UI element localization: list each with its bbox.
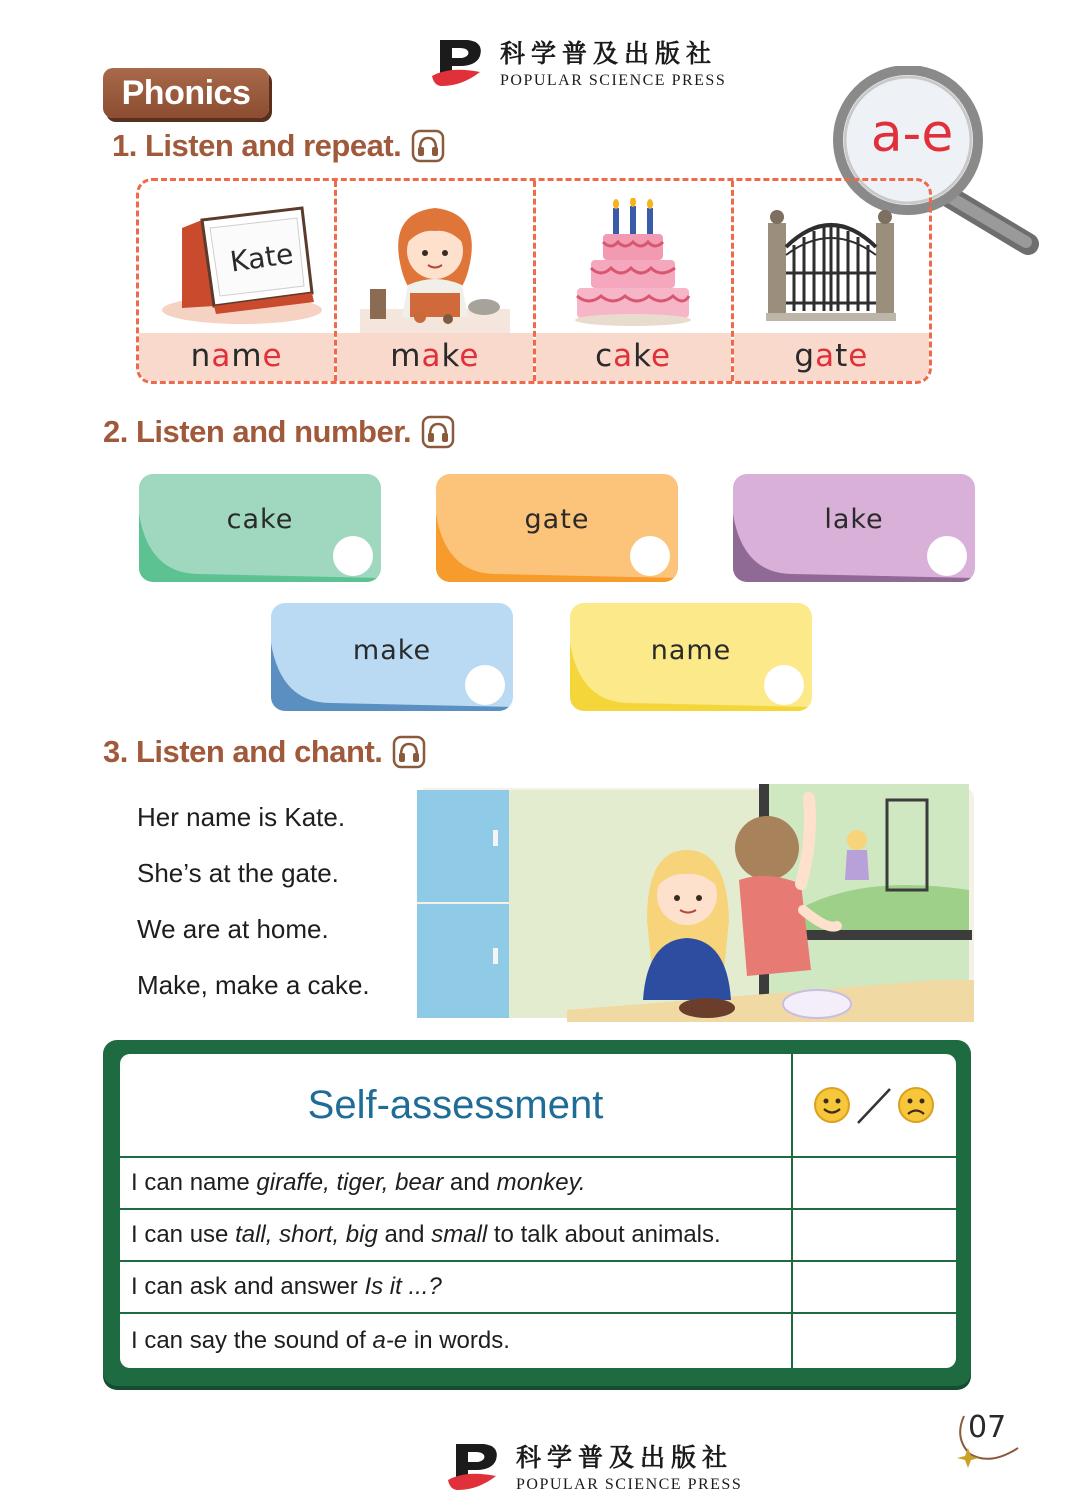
- word-name: name: [139, 333, 334, 381]
- number-circle[interactable]: [465, 665, 505, 705]
- section-2-title: [103, 414, 455, 450]
- self-assessment-row: [120, 1210, 956, 1262]
- magnifier-letters: a-e: [870, 104, 954, 164]
- self-assessment-header: [120, 1054, 956, 1158]
- section-2-title-text: 2. Listen and number.: [103, 414, 412, 449]
- self-assessment-title: Self-assessment: [120, 1054, 793, 1156]
- card-label: make: [352, 635, 432, 666]
- publisher-logo-icon: [446, 1440, 504, 1492]
- chant-line: Make, make a cake.: [137, 970, 370, 1000]
- publisher-name-en: POPULAR SCIENCE PRESS: [500, 72, 727, 89]
- card-lake[interactable]: [733, 474, 975, 582]
- card-name[interactable]: [570, 603, 812, 711]
- self-assessment-statement: I can name giraffe, tiger, bear and monkey.: [120, 1158, 793, 1208]
- chant-text: [137, 800, 370, 1024]
- self-assessment-rating-cell[interactable]: [793, 1262, 956, 1312]
- headphones-icon[interactable]: [421, 415, 455, 449]
- publisher-name-cn: 科学普及出版社: [516, 1443, 734, 1472]
- girl-making-picture: [337, 189, 532, 337]
- card-cake[interactable]: [139, 474, 381, 582]
- publisher-logo-bottom: [446, 1438, 742, 1494]
- repeat-cell-gate[interactable]: [734, 181, 929, 381]
- publisher-name-en: POPULAR SCIENCE PRESS: [516, 1476, 743, 1493]
- repeat-cell-make[interactable]: [337, 181, 535, 381]
- chant-line: We are at home.: [137, 914, 329, 944]
- section-3-title-text: 3. Listen and chant.: [103, 734, 383, 769]
- iron-gate-picture: [734, 189, 929, 337]
- headphones-icon[interactable]: [392, 735, 426, 769]
- self-assessment-rating-cell[interactable]: [793, 1314, 956, 1368]
- self-assessment-statement: I can ask and answer Is it ...?: [120, 1262, 793, 1312]
- self-assessment-row: [120, 1158, 956, 1210]
- headphones-icon[interactable]: [411, 129, 445, 163]
- name-card-picture: [139, 189, 334, 337]
- phonics-badge: Phonics: [103, 68, 269, 118]
- chant-line: She’s at the gate.: [137, 858, 339, 888]
- happy-sad-faces-icon: [810, 1083, 940, 1127]
- publisher-logo-icon: [430, 36, 488, 88]
- number-circle[interactable]: [764, 665, 804, 705]
- self-assessment-statement: I can use tall, short, big and small to talk about animals.: [120, 1210, 793, 1260]
- card-gate[interactable]: [436, 474, 678, 582]
- card-label: gate: [524, 504, 590, 535]
- self-assessment-table: [120, 1054, 956, 1368]
- word-cake: cake: [536, 333, 731, 381]
- self-assessment-rating-cell[interactable]: [793, 1210, 956, 1260]
- number-circle[interactable]: [630, 536, 670, 576]
- card-label: lake: [824, 504, 884, 535]
- repeat-cell-cake[interactable]: [536, 181, 734, 381]
- name-card-text: Kate: [227, 237, 295, 279]
- number-circle[interactable]: [333, 536, 373, 576]
- self-assessment-rating-cell[interactable]: [793, 1158, 956, 1208]
- section-1-title: [112, 128, 445, 164]
- card-label: name: [650, 635, 732, 666]
- publisher-name-cn: 科学普及出版社: [500, 39, 718, 68]
- card-label: cake: [226, 504, 294, 535]
- page-number-text: 07: [968, 1410, 1007, 1445]
- kitchen-scene-picture: [417, 780, 974, 1022]
- number-circle[interactable]: [927, 536, 967, 576]
- word-gate: gate: [734, 333, 929, 381]
- page-number: [950, 1408, 1024, 1468]
- self-assessment-row: [120, 1262, 956, 1314]
- section-3-title: [103, 734, 426, 770]
- card-make[interactable]: [271, 603, 513, 711]
- self-assessment-row: [120, 1314, 956, 1368]
- word-make: make: [337, 333, 532, 381]
- listen-repeat-grid: [136, 178, 932, 384]
- publisher-logo-top: [430, 34, 726, 90]
- repeat-cell-name[interactable]: [139, 181, 337, 381]
- rating-header: [793, 1054, 956, 1156]
- self-assessment-statement: I can say the sound of a-e in words.: [120, 1314, 793, 1368]
- birthday-cake-picture: [536, 189, 731, 337]
- chant-line: Her name is Kate.: [137, 802, 346, 832]
- section-1-title-text: 1. Listen and repeat.: [112, 128, 402, 163]
